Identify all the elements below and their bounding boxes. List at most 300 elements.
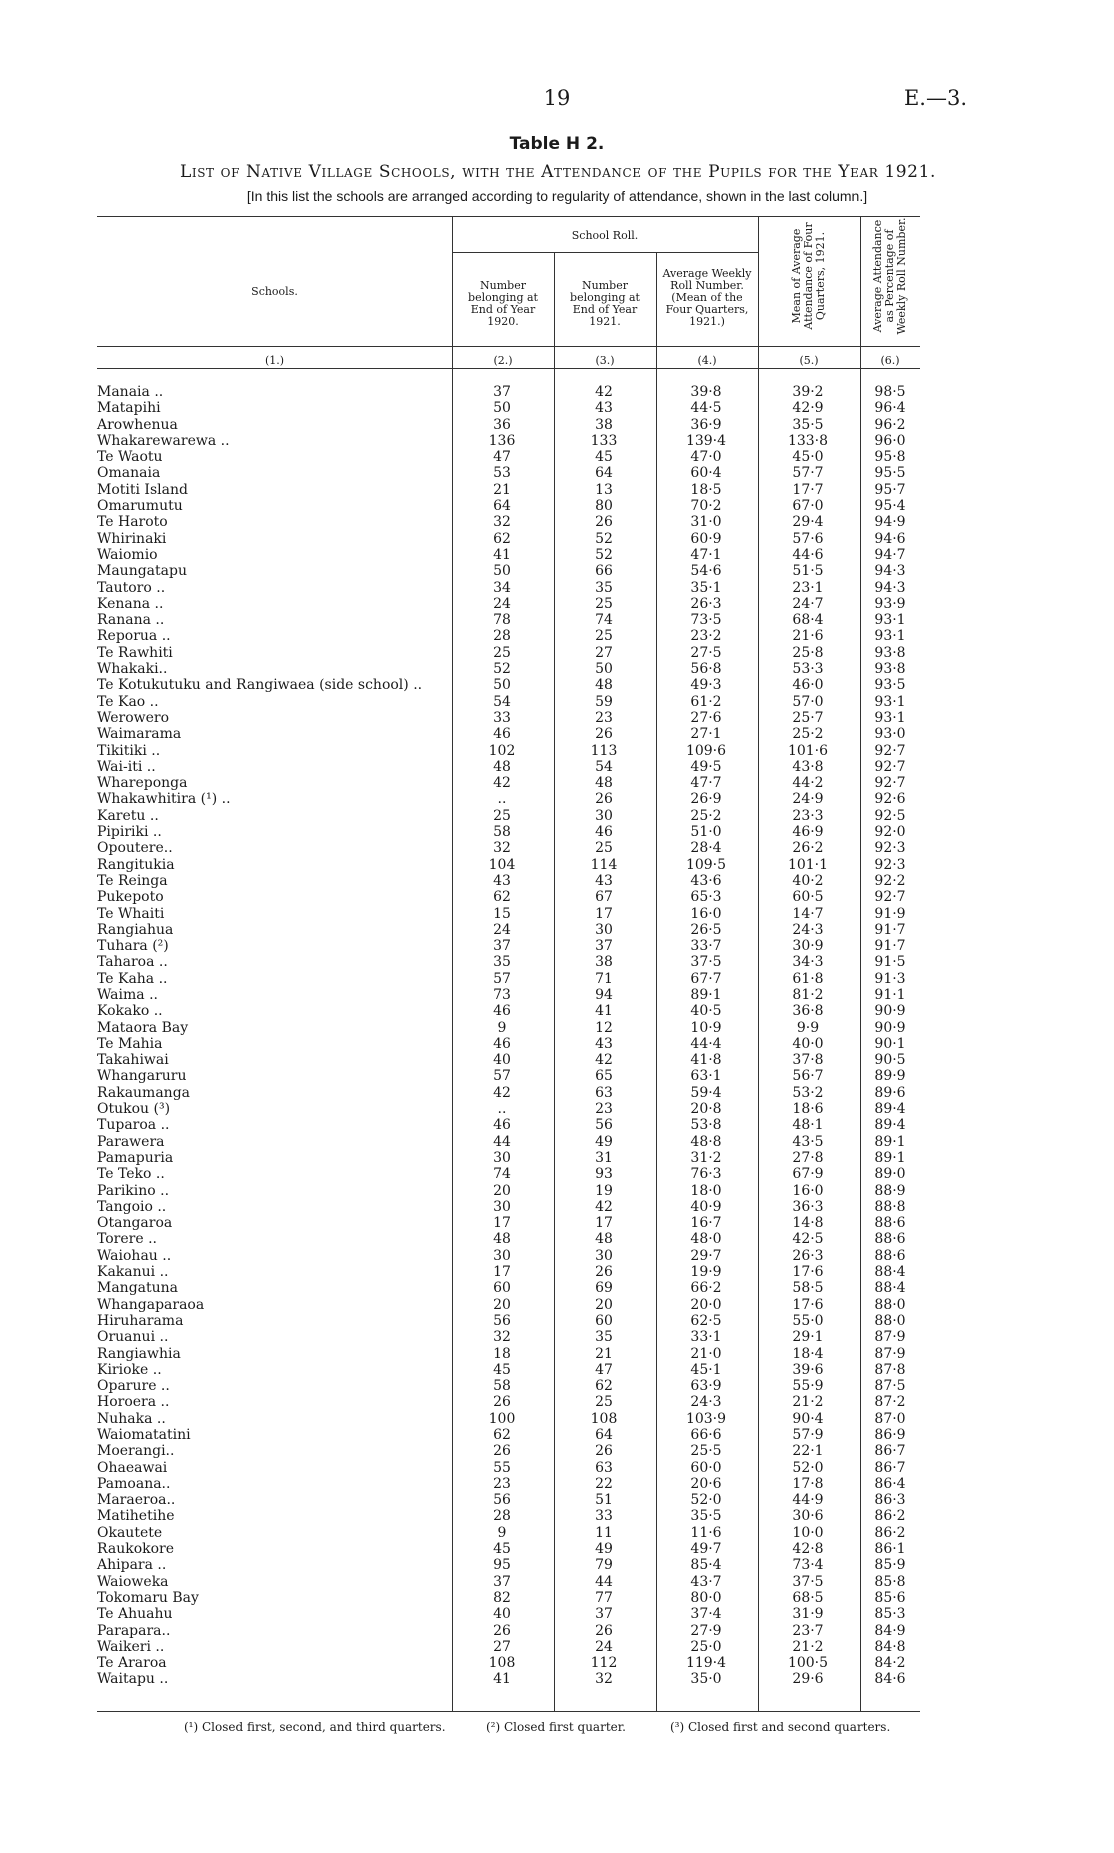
cell-col2: 64 — [493, 498, 511, 515]
cell-col6: 87·0 — [874, 1410, 906, 1427]
cell-col5: 46·9 — [792, 824, 824, 841]
cell-col5: 27·8 — [792, 1149, 824, 1166]
cell-col4: 63·1 — [690, 1068, 722, 1085]
cell-col6: 84·8 — [874, 1638, 906, 1655]
cell-col4: 52·0 — [690, 1492, 722, 1509]
cell-col6: 89·6 — [874, 1084, 906, 1101]
cell-col2: 46 — [493, 1003, 511, 1020]
cell-col2: 78 — [493, 612, 511, 629]
cell-col4: 51·0 — [690, 824, 722, 841]
cell-col3: 26 — [595, 1622, 613, 1639]
cell-col5: 101·1 — [787, 856, 829, 873]
cell-col2: .. — [497, 791, 507, 808]
cell-col6: 92·7 — [874, 742, 906, 759]
cell-col3: 35 — [595, 579, 613, 596]
school-name: Maraeroa.. — [97, 1492, 176, 1509]
cell-col3: 46 — [595, 824, 613, 841]
table-row — [0, 612, 1114, 628]
header-bottom-rule — [97, 368, 920, 369]
cell-col4: 103·9 — [685, 1410, 727, 1427]
cell-col3: 79 — [595, 1557, 613, 1574]
cell-col3: 37 — [595, 938, 613, 955]
cell-col5: 25·7 — [792, 709, 824, 726]
cell-col3: 38 — [595, 954, 613, 971]
cell-col2: 32 — [493, 840, 511, 857]
cell-col4: 43·7 — [690, 1573, 722, 1590]
cell-col5: 9·9 — [796, 1019, 820, 1036]
cell-col4: 20·6 — [690, 1475, 722, 1492]
cell-col6: 84·9 — [874, 1622, 906, 1639]
cell-col2: 32 — [493, 1329, 511, 1346]
cell-col4: 23·2 — [690, 628, 722, 645]
cell-col5: 46·0 — [792, 677, 824, 694]
table-row — [0, 677, 1114, 693]
cell-col3: 56 — [595, 1117, 613, 1134]
school-name: Whirinaki — [97, 530, 167, 547]
table-row — [0, 1020, 1114, 1036]
cell-col3: 48 — [595, 1231, 613, 1248]
cell-col5: 52·0 — [792, 1459, 824, 1476]
cell-col3: 49 — [595, 1133, 613, 1150]
school-name: Te Ahuahu — [97, 1606, 173, 1623]
cell-col2: 45 — [493, 1361, 511, 1378]
cell-col5: 24·3 — [792, 921, 824, 938]
cell-col5: 18·4 — [792, 1345, 824, 1362]
cell-col4: 48·8 — [690, 1133, 722, 1150]
cell-col4: 10·9 — [690, 1019, 722, 1036]
cell-col4: 109·5 — [685, 856, 727, 873]
cell-col5: 21·2 — [792, 1638, 824, 1655]
cell-col6: 92·6 — [874, 791, 906, 808]
cell-col3: 77 — [595, 1589, 613, 1606]
school-name: Rangiawhia — [97, 1345, 181, 1362]
table-row — [0, 1476, 1114, 1492]
school-name: Kakanui .. — [97, 1264, 169, 1281]
header-col5: Mean of Average Attendance of Four Quarters, 1921. — [790, 222, 827, 330]
cell-col4: 80·0 — [690, 1589, 722, 1606]
school-name: Otukou (³) — [97, 1101, 171, 1118]
cell-col3: 44 — [595, 1573, 613, 1590]
cell-col4: 24·3 — [690, 1394, 722, 1411]
cell-col4: 70·2 — [690, 498, 722, 515]
table-row — [0, 433, 1114, 449]
cell-col6: 95·5 — [874, 465, 906, 482]
school-name: Tuparoa .. — [97, 1117, 170, 1134]
cell-col3: 37 — [595, 1606, 613, 1623]
page-number: 19 — [543, 86, 571, 110]
school-name: Tangoio .. — [97, 1198, 167, 1215]
table-row — [0, 1362, 1114, 1378]
cell-col2: 54 — [493, 693, 511, 710]
cell-col6: 86·7 — [874, 1459, 906, 1476]
cell-col5: 23·3 — [792, 807, 824, 824]
cell-col4: 33·1 — [690, 1329, 722, 1346]
school-name: Matapihi — [97, 400, 161, 417]
cell-col4: 53·8 — [690, 1117, 722, 1134]
cell-col3: 26 — [595, 726, 613, 743]
cell-col2: 45 — [493, 1541, 511, 1558]
cell-col5: 37·8 — [792, 1052, 824, 1069]
school-name: Whangaruru — [97, 1068, 187, 1085]
school-name: Waioweka — [97, 1573, 169, 1590]
table-subtitle: List of Native Village Schools, with the Attendance of the Pupils for the Year 1921. — [179, 162, 937, 182]
school-name: Wai-iti .. — [97, 758, 156, 775]
school-name: Whakarewarewa .. — [97, 432, 230, 449]
cell-col4: 40·9 — [690, 1198, 722, 1215]
school-name: Kokako .. — [97, 1003, 163, 1020]
cell-col4: 54·6 — [690, 563, 722, 580]
cell-col4: 40·5 — [690, 1003, 722, 1020]
column-number-rule — [97, 346, 920, 347]
table-row — [0, 1085, 1114, 1101]
school-name: Karetu .. — [97, 807, 159, 824]
cell-col3: 48 — [595, 677, 613, 694]
cell-col6: 91·9 — [874, 905, 906, 922]
cell-col3: 30 — [595, 1247, 613, 1264]
cell-col2: 73 — [493, 986, 511, 1003]
cell-col2: 44 — [493, 1133, 511, 1150]
cell-col6: 93·1 — [874, 612, 906, 629]
cell-col5: 26·3 — [792, 1247, 824, 1264]
cell-col6: 91·7 — [874, 921, 906, 938]
table-row — [0, 1492, 1114, 1508]
cell-col5: 17·6 — [792, 1264, 824, 1281]
cell-col5: 55·0 — [792, 1312, 824, 1329]
cell-col4: 37·5 — [690, 954, 722, 971]
school-name: Rakaumanga — [97, 1084, 191, 1101]
cell-col5: 17·8 — [792, 1475, 824, 1492]
cell-col5: 100·5 — [787, 1655, 829, 1672]
cell-col5: 23·1 — [792, 579, 824, 596]
cell-col5: 21·6 — [792, 628, 824, 645]
table-row — [0, 563, 1114, 579]
table-row — [0, 498, 1114, 514]
cell-col4: 25·0 — [690, 1638, 722, 1655]
cell-col6: 88·0 — [874, 1312, 906, 1329]
cell-col2: 30 — [493, 1198, 511, 1215]
cell-col3: 108 — [590, 1410, 618, 1427]
school-name: Te Reinga — [97, 872, 168, 889]
cell-col3: 23 — [595, 709, 613, 726]
table-row — [0, 743, 1114, 759]
cell-col4: 139·4 — [685, 432, 727, 449]
table-title: Table H 2. — [509, 134, 605, 154]
cell-col3: 21 — [595, 1345, 613, 1362]
cell-col6: 88·6 — [874, 1247, 906, 1264]
cell-col3: 30 — [595, 921, 613, 938]
cell-col3: 33 — [595, 1508, 613, 1525]
cell-col3: 17 — [595, 1215, 613, 1232]
cell-col2: 60 — [493, 1280, 511, 1297]
cell-col2: 20 — [493, 1296, 511, 1313]
cell-col6: 86·2 — [874, 1524, 906, 1541]
cell-col2: 40 — [493, 1052, 511, 1069]
school-name: Te Waotu — [97, 449, 163, 466]
table-row — [0, 1639, 1114, 1655]
cell-col5: 53·2 — [792, 1084, 824, 1101]
cell-col3: 80 — [595, 498, 613, 515]
cell-col4: 60·0 — [690, 1459, 722, 1476]
school-name: Raukokore — [97, 1541, 175, 1558]
school-name: Torere .. — [97, 1231, 157, 1248]
cell-col2: 18 — [493, 1345, 511, 1362]
cell-col5: 40·2 — [792, 872, 824, 889]
cell-col3: 63 — [595, 1084, 613, 1101]
cell-col5: 24·7 — [792, 595, 824, 612]
cell-col3: 42 — [595, 384, 613, 400]
table-row — [0, 1394, 1114, 1410]
cell-col2: 46 — [493, 1035, 511, 1052]
cell-col4: 35·0 — [690, 1671, 722, 1688]
cell-col6: 92·5 — [874, 807, 906, 824]
cell-col5: 57·6 — [792, 530, 824, 547]
cell-col2: 41 — [493, 546, 511, 563]
table-row — [0, 1068, 1114, 1084]
school-name: Waimarama — [97, 726, 182, 743]
cell-col5: 14·7 — [792, 905, 824, 922]
cell-col2: 20 — [493, 1182, 511, 1199]
cell-col3: 69 — [595, 1280, 613, 1297]
school-name: Pamapuria — [97, 1149, 174, 1166]
table-row — [0, 1411, 1114, 1427]
cell-col6: 90·5 — [874, 1052, 906, 1069]
cell-col3: 62 — [595, 1378, 613, 1395]
cell-col2: 62 — [493, 530, 511, 547]
school-name: Motiti Island — [97, 481, 188, 498]
cell-col3: 25 — [595, 628, 613, 645]
cell-col6: 87·2 — [874, 1394, 906, 1411]
cell-col5: 44·9 — [792, 1492, 824, 1509]
table-row — [0, 547, 1114, 563]
cell-col6: 94·3 — [874, 579, 906, 596]
cell-col5: 81·2 — [792, 986, 824, 1003]
cell-col6: 88·4 — [874, 1280, 906, 1297]
cell-col2: 40 — [493, 1606, 511, 1623]
cell-col6: 93·1 — [874, 628, 906, 645]
cell-col6: 86·2 — [874, 1508, 906, 1525]
table-row — [0, 449, 1114, 465]
cell-col3: 25 — [595, 1394, 613, 1411]
cell-col4: 26·9 — [690, 791, 722, 808]
cell-col3: 26 — [595, 1443, 613, 1460]
cell-col5: 30·6 — [792, 1508, 824, 1525]
table-row — [0, 791, 1114, 807]
school-name: Takahiwai — [97, 1052, 169, 1069]
school-name: Waiohau .. — [97, 1247, 172, 1264]
table-row — [0, 661, 1114, 677]
cell-col5: 61·8 — [792, 970, 824, 987]
header-school-roll: School Roll. — [571, 229, 639, 242]
cell-col5: 57·7 — [792, 465, 824, 482]
table-row — [0, 775, 1114, 791]
cell-col5: 31·9 — [792, 1606, 824, 1623]
cell-col5: 36·3 — [792, 1198, 824, 1215]
school-name: Whakawhitira (¹) .. — [97, 791, 231, 808]
cell-col4: 59·4 — [690, 1084, 722, 1101]
table-bottom-rule — [97, 1711, 920, 1712]
table-row — [0, 1231, 1114, 1247]
table-row — [0, 482, 1114, 498]
school-name: Ahipara .. — [97, 1557, 167, 1574]
cell-col4: 18·0 — [690, 1182, 722, 1199]
cell-col5: 56·7 — [792, 1068, 824, 1085]
cell-col5: 60·5 — [792, 889, 824, 906]
cell-col3: 49 — [595, 1541, 613, 1558]
cell-col2: 62 — [493, 1427, 511, 1443]
cell-col5: 42·9 — [792, 400, 824, 417]
cell-col6: 86·3 — [874, 1492, 906, 1509]
cell-col5: 10·0 — [792, 1524, 824, 1541]
cell-col6: 88·9 — [874, 1182, 906, 1199]
cell-col2: 28 — [493, 1508, 511, 1525]
cell-col6: 86·1 — [874, 1541, 906, 1558]
cell-col6: 90·9 — [874, 1019, 906, 1036]
cell-col2: 108 — [488, 1655, 516, 1672]
school-name: Tuhara (²) — [97, 938, 169, 955]
cell-col4: 27·5 — [690, 644, 722, 661]
cell-col6: 89·9 — [874, 1068, 906, 1085]
cell-col3: 30 — [595, 807, 613, 824]
cell-col3: 26 — [595, 791, 613, 808]
column-number: (2.) — [493, 354, 513, 367]
cell-col6: 90·1 — [874, 1035, 906, 1052]
cell-col6: 88·4 — [874, 1264, 906, 1281]
cell-col6: 92·0 — [874, 824, 906, 841]
cell-col5: 22·1 — [792, 1443, 824, 1460]
cell-col5: 26·2 — [792, 840, 824, 857]
footnote-1: (¹) Closed first, second, and third quarters. — [184, 1720, 446, 1734]
cell-col5: 16·0 — [792, 1182, 824, 1199]
cell-col2: 21 — [493, 481, 511, 498]
table-row — [0, 906, 1114, 922]
school-name: Ranana .. — [97, 612, 165, 629]
cell-col2: 17 — [493, 1215, 511, 1232]
cell-col3: 23 — [595, 1101, 613, 1118]
cell-col2: 25 — [493, 807, 511, 824]
cell-col5: 25·8 — [792, 644, 824, 661]
table-row — [0, 1166, 1114, 1182]
cell-col6: 95·7 — [874, 481, 906, 498]
cell-col5: 29·4 — [792, 514, 824, 531]
cell-col4: 47·1 — [690, 546, 722, 563]
cell-col5: 67·0 — [792, 498, 824, 515]
cell-col3: 20 — [595, 1296, 613, 1313]
cell-col3: 93 — [595, 1166, 613, 1183]
table-row — [0, 1052, 1114, 1068]
school-name: Te Kao .. — [97, 693, 159, 710]
cell-col2: 50 — [493, 400, 511, 417]
cell-col5: 44·6 — [792, 546, 824, 563]
cell-col4: 56·8 — [690, 661, 722, 678]
cell-col2: 62 — [493, 889, 511, 906]
table-row — [0, 596, 1114, 612]
cell-col6: 88·6 — [874, 1231, 906, 1248]
cell-col6: 98·5 — [874, 384, 906, 400]
cell-col6: 87·8 — [874, 1361, 906, 1378]
cell-col6: 94·7 — [874, 546, 906, 563]
cell-col4: 73·5 — [690, 612, 722, 629]
cell-col6: 86·9 — [874, 1427, 906, 1443]
table-row — [0, 1574, 1114, 1590]
table-row — [0, 726, 1114, 742]
cell-col5: 43·5 — [792, 1133, 824, 1150]
cell-col2: 26 — [493, 1443, 511, 1460]
cell-col2: 95 — [493, 1557, 511, 1574]
table-row — [0, 1215, 1114, 1231]
header-schools: Schools. — [251, 285, 298, 298]
cell-col4: 31·2 — [690, 1149, 722, 1166]
cell-col5: 133·8 — [787, 432, 829, 449]
cell-col5: 25·2 — [792, 726, 824, 743]
cell-col6: 87·9 — [874, 1329, 906, 1346]
school-name: Kirioke .. — [97, 1361, 162, 1378]
school-name: Parikino .. — [97, 1182, 170, 1199]
table-row — [0, 1101, 1114, 1117]
cell-col3: 67 — [595, 889, 613, 906]
table-row — [0, 1508, 1114, 1524]
cell-col2: 57 — [493, 970, 511, 987]
cell-col5: 73·4 — [792, 1557, 824, 1574]
cell-col4: 65·3 — [690, 889, 722, 906]
cell-col2: 57 — [493, 1068, 511, 1085]
column-number: (6.) — [880, 354, 900, 367]
table-row — [0, 1346, 1114, 1362]
cell-col4: 27·6 — [690, 709, 722, 726]
cell-col6: 85·3 — [874, 1606, 906, 1623]
table-row — [0, 1003, 1114, 1019]
table-row — [0, 938, 1114, 954]
cell-col5: 57·9 — [792, 1427, 824, 1443]
cell-col4: 26·5 — [690, 921, 722, 938]
cell-col6: 96·4 — [874, 400, 906, 417]
cell-col6: 92·3 — [874, 856, 906, 873]
cell-col5: 36·8 — [792, 1003, 824, 1020]
table-row — [0, 1590, 1114, 1606]
school-name: Rangiahua — [97, 921, 174, 938]
school-name: Tautoro .. — [97, 579, 166, 596]
cell-col4: 31·0 — [690, 514, 722, 531]
cell-col4: 41·8 — [690, 1052, 722, 1069]
cell-col4: 44·5 — [690, 400, 722, 417]
cell-col6: 91·3 — [874, 970, 906, 987]
cell-col6: 92·7 — [874, 889, 906, 906]
cell-col5: 48·1 — [792, 1117, 824, 1134]
cell-col3: 38 — [595, 416, 613, 433]
table-row — [0, 1541, 1114, 1557]
cell-col6: 93·8 — [874, 661, 906, 678]
cell-col2: 58 — [493, 1378, 511, 1395]
cell-col6: 93·1 — [874, 693, 906, 710]
cell-col6: 95·4 — [874, 498, 906, 515]
cell-col6: 93·5 — [874, 677, 906, 694]
school-name: Nuhaka .. — [97, 1410, 166, 1427]
cell-col6: 91·7 — [874, 938, 906, 955]
cell-col4: 43·6 — [690, 872, 722, 889]
cell-col2: 30 — [493, 1149, 511, 1166]
header-col2: Number belonging at End of Year 1920. — [468, 279, 538, 328]
cell-col3: 60 — [595, 1312, 613, 1329]
table-row — [0, 1623, 1114, 1639]
school-name: Manaia .. — [97, 384, 164, 400]
cell-col3: 35 — [595, 1329, 613, 1346]
cell-col3: 51 — [595, 1492, 613, 1509]
cell-col6: 85·8 — [874, 1573, 906, 1590]
table-row — [0, 400, 1114, 416]
cell-col6: 93·8 — [874, 644, 906, 661]
cell-col4: 66·6 — [690, 1427, 722, 1443]
cell-col3: 113 — [590, 742, 618, 759]
cell-col2: 15 — [493, 905, 511, 922]
